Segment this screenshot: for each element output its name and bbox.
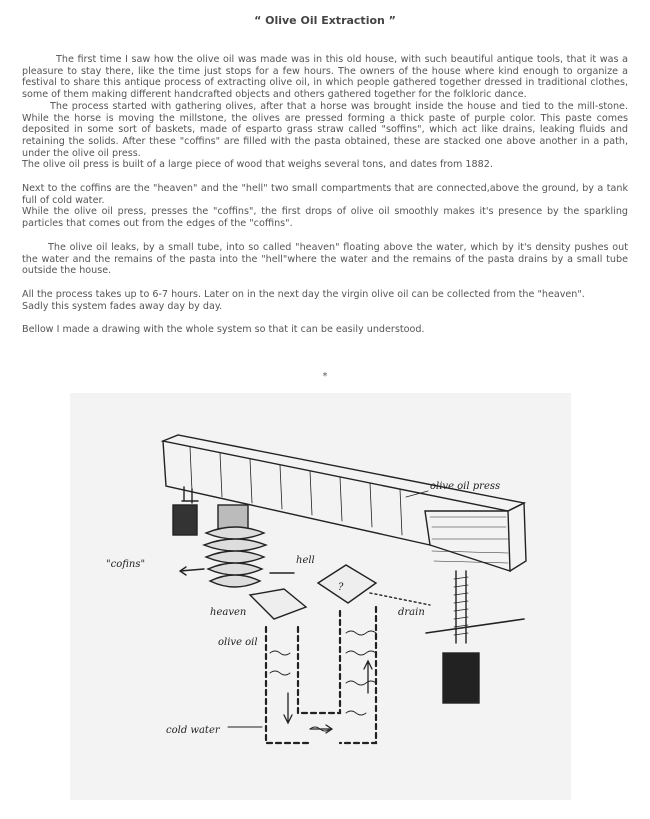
- paragraph-intro: The first time I saw how the olive oil was made was in this old house, with such beautiful antique tools, that it was a pleasure to stay there, like the time just stops for a few hours. The owners of the house where kind enough to organize a festival to share this antique process of extracting olive oil, in which people gathered together dressed in traditional clothes, some of them making different handcrafted objects and others gathered together for the folkloric dance.: [22, 54, 628, 101]
- paragraph-leak: The olive oil leaks, by a small tube, into so called "heaven" floating above the water, which by it's density pushes out the water and the remains of the pasta into the "hell"where the water and the remains of the pasta drains by a small tube outside the house.: [22, 241, 628, 277]
- olive-press-drawing: [70, 393, 571, 800]
- separator: *: [322, 371, 328, 382]
- page-title: “ Olive Oil Extraction ”: [254, 14, 396, 27]
- paragraph-duration: All the process takes up to 6-7 hours. Later on in the next day the virgin olive oil can be collected from the "heaven".: [22, 288, 585, 300]
- hell-box: [318, 565, 376, 603]
- svg-text:?: ?: [338, 582, 344, 593]
- sketch-svg: [70, 393, 571, 800]
- paragraph-heaven-hell: Next to the coffins are the "heaven" and the "hell" two small compartments that are connected,above the ground, by a tank full of cold water.: [22, 183, 628, 206]
- paragraph-drawing-intro: Bellow I made a drawing with the whole system so that it can be easily understood.: [22, 324, 425, 336]
- label-cold-water: cold water: [166, 725, 220, 736]
- paragraph-press: The olive oil press is built of a large piece of wood that weighs several tons, and dates from 1882.: [22, 159, 493, 171]
- label-hell: hell: [296, 555, 315, 566]
- press-beam-front: [163, 441, 430, 545]
- label-olive-oil: olive oil: [218, 637, 258, 648]
- paragraph-process: The process started with gathering olives, after that a horse was brought inside the house and tied to the mill-stone. While the horse is moving the millstone, the olives are pressed forming a thick paste of purple color. This paste comes deposited in some sort of baskets, made of esparto grass straw called "soffins", which act like drains, leaking fluids and retaining the solids. After these "coffins" are filled with the pasta obtained, these are stacked one above another in a path, under the olive oil press.: [22, 100, 628, 159]
- press-beam-top: [163, 435, 524, 511]
- paragraph-coffins: While the olive oil press, presses the "coffins", the first drops of olive oil smoothly makes it's presence by the sparkling particles that comes out from the edges of the "coffins".: [22, 206, 628, 230]
- label-drain: drain: [398, 607, 425, 618]
- water-tank: [266, 607, 376, 743]
- heaven-box: [250, 589, 306, 619]
- coffins-stack: [204, 527, 266, 587]
- article-body: [22, 54, 628, 336]
- label-olive-oil-press: olive oil press: [430, 481, 501, 492]
- paragraph-sadly: Sadly this system fades away day by day.: [22, 300, 223, 312]
- left-weight: [173, 505, 197, 535]
- label-heaven: heaven: [210, 607, 247, 618]
- right-weight: [443, 653, 479, 703]
- label-coffins: "cofins": [106, 559, 146, 570]
